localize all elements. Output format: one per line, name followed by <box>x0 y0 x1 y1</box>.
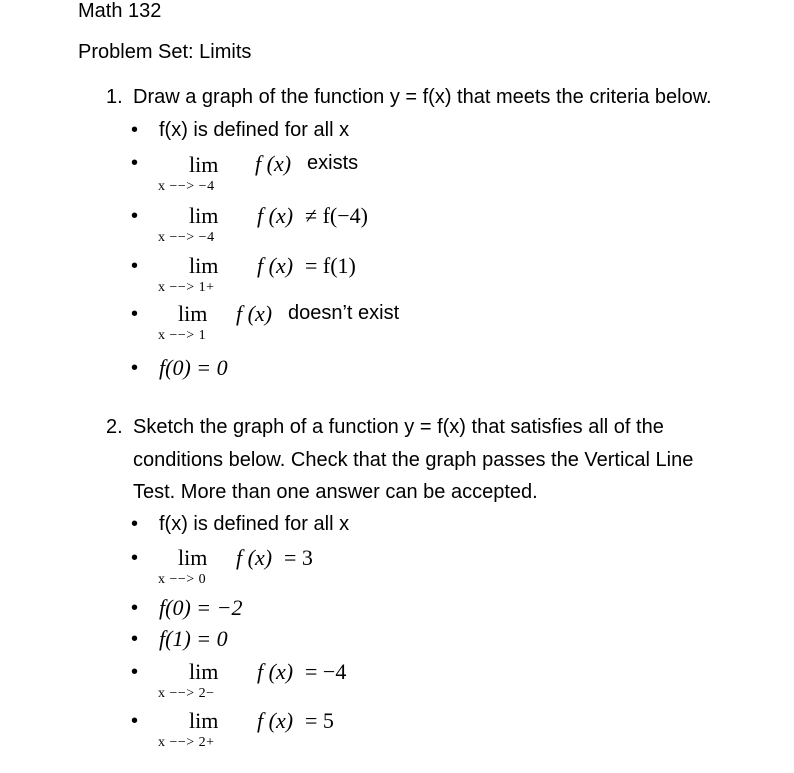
condition-text: exists <box>307 152 359 174</box>
bullet: • <box>131 205 139 227</box>
condition-math: f(1) = 0 <box>159 626 228 651</box>
condition-math: f(0) = 0 <box>159 355 228 380</box>
condition-math: f(0) = −2 <box>159 595 243 620</box>
problem-1-number: 1. <box>106 86 123 108</box>
lim-subscript: x −−> −4 <box>158 230 215 245</box>
function-expression: f (x) <box>257 708 294 733</box>
lim-operator: lim <box>189 253 219 278</box>
lim-operator: lim <box>178 545 208 570</box>
function-expression: f (x) <box>236 301 273 326</box>
lim-subscript: x −−> 1+ <box>158 280 215 295</box>
problem-2-number: 2. <box>106 416 123 438</box>
bullet: • <box>131 513 139 535</box>
bullet: • <box>131 661 139 683</box>
lim-operator: lim <box>178 301 208 326</box>
problem-1-item-1: f(x) is defined for all x <box>159 119 350 141</box>
bullet: • <box>131 547 139 569</box>
problem-1-text: Draw a graph of the function y = f(x) that meets the criteria below. <box>133 86 712 108</box>
lim-subscript: x −−> 0 <box>158 572 207 587</box>
bullet: • <box>131 628 139 650</box>
lim-operator: lim <box>189 203 219 228</box>
condition-math: = 5 <box>305 708 334 733</box>
condition-math: ≠ f(−4) <box>305 203 368 228</box>
function-expression: f (x) <box>236 545 273 570</box>
problem-2-text-line-1: Sketch the graph of a function y = f(x) that satisfies all of the <box>133 416 664 438</box>
condition-text: doesn’t exist <box>288 302 400 324</box>
lim-subscript: x −−> 2+ <box>158 735 215 750</box>
bullet: • <box>131 119 139 141</box>
condition-math: = 3 <box>284 545 313 570</box>
problem-2-item-1: f(x) is defined for all x <box>159 513 350 535</box>
bullet: • <box>131 303 139 325</box>
function-expression: f (x) <box>255 151 292 176</box>
function-expression: f (x) <box>257 659 294 684</box>
bullet: • <box>131 710 139 732</box>
bullet: • <box>131 357 139 379</box>
lim-operator: lim <box>189 152 219 177</box>
problem-2-text-line-2: conditions below. Check that the graph passes the Vertical Line <box>133 449 694 471</box>
lim-operator: lim <box>189 708 219 733</box>
problem-set-title: Problem Set: Limits <box>78 41 252 63</box>
bullet: • <box>131 597 139 619</box>
function-expression: f (x) <box>257 253 294 278</box>
problem-2-text-line-3: Test. More than one answer can be accepted. <box>133 481 538 503</box>
lim-subscript: x −−> 1 <box>158 328 207 343</box>
bullet: • <box>131 255 139 277</box>
course-title: Math 132 <box>78 0 162 22</box>
bullet: • <box>131 152 139 174</box>
condition-math: = f(1) <box>305 253 356 278</box>
lim-subscript: x −−> 2− <box>158 686 215 701</box>
lim-subscript: x −−> −4 <box>158 179 215 194</box>
lim-operator: lim <box>189 659 219 684</box>
function-expression: f (x) <box>257 203 294 228</box>
condition-math: = −4 <box>305 659 347 684</box>
